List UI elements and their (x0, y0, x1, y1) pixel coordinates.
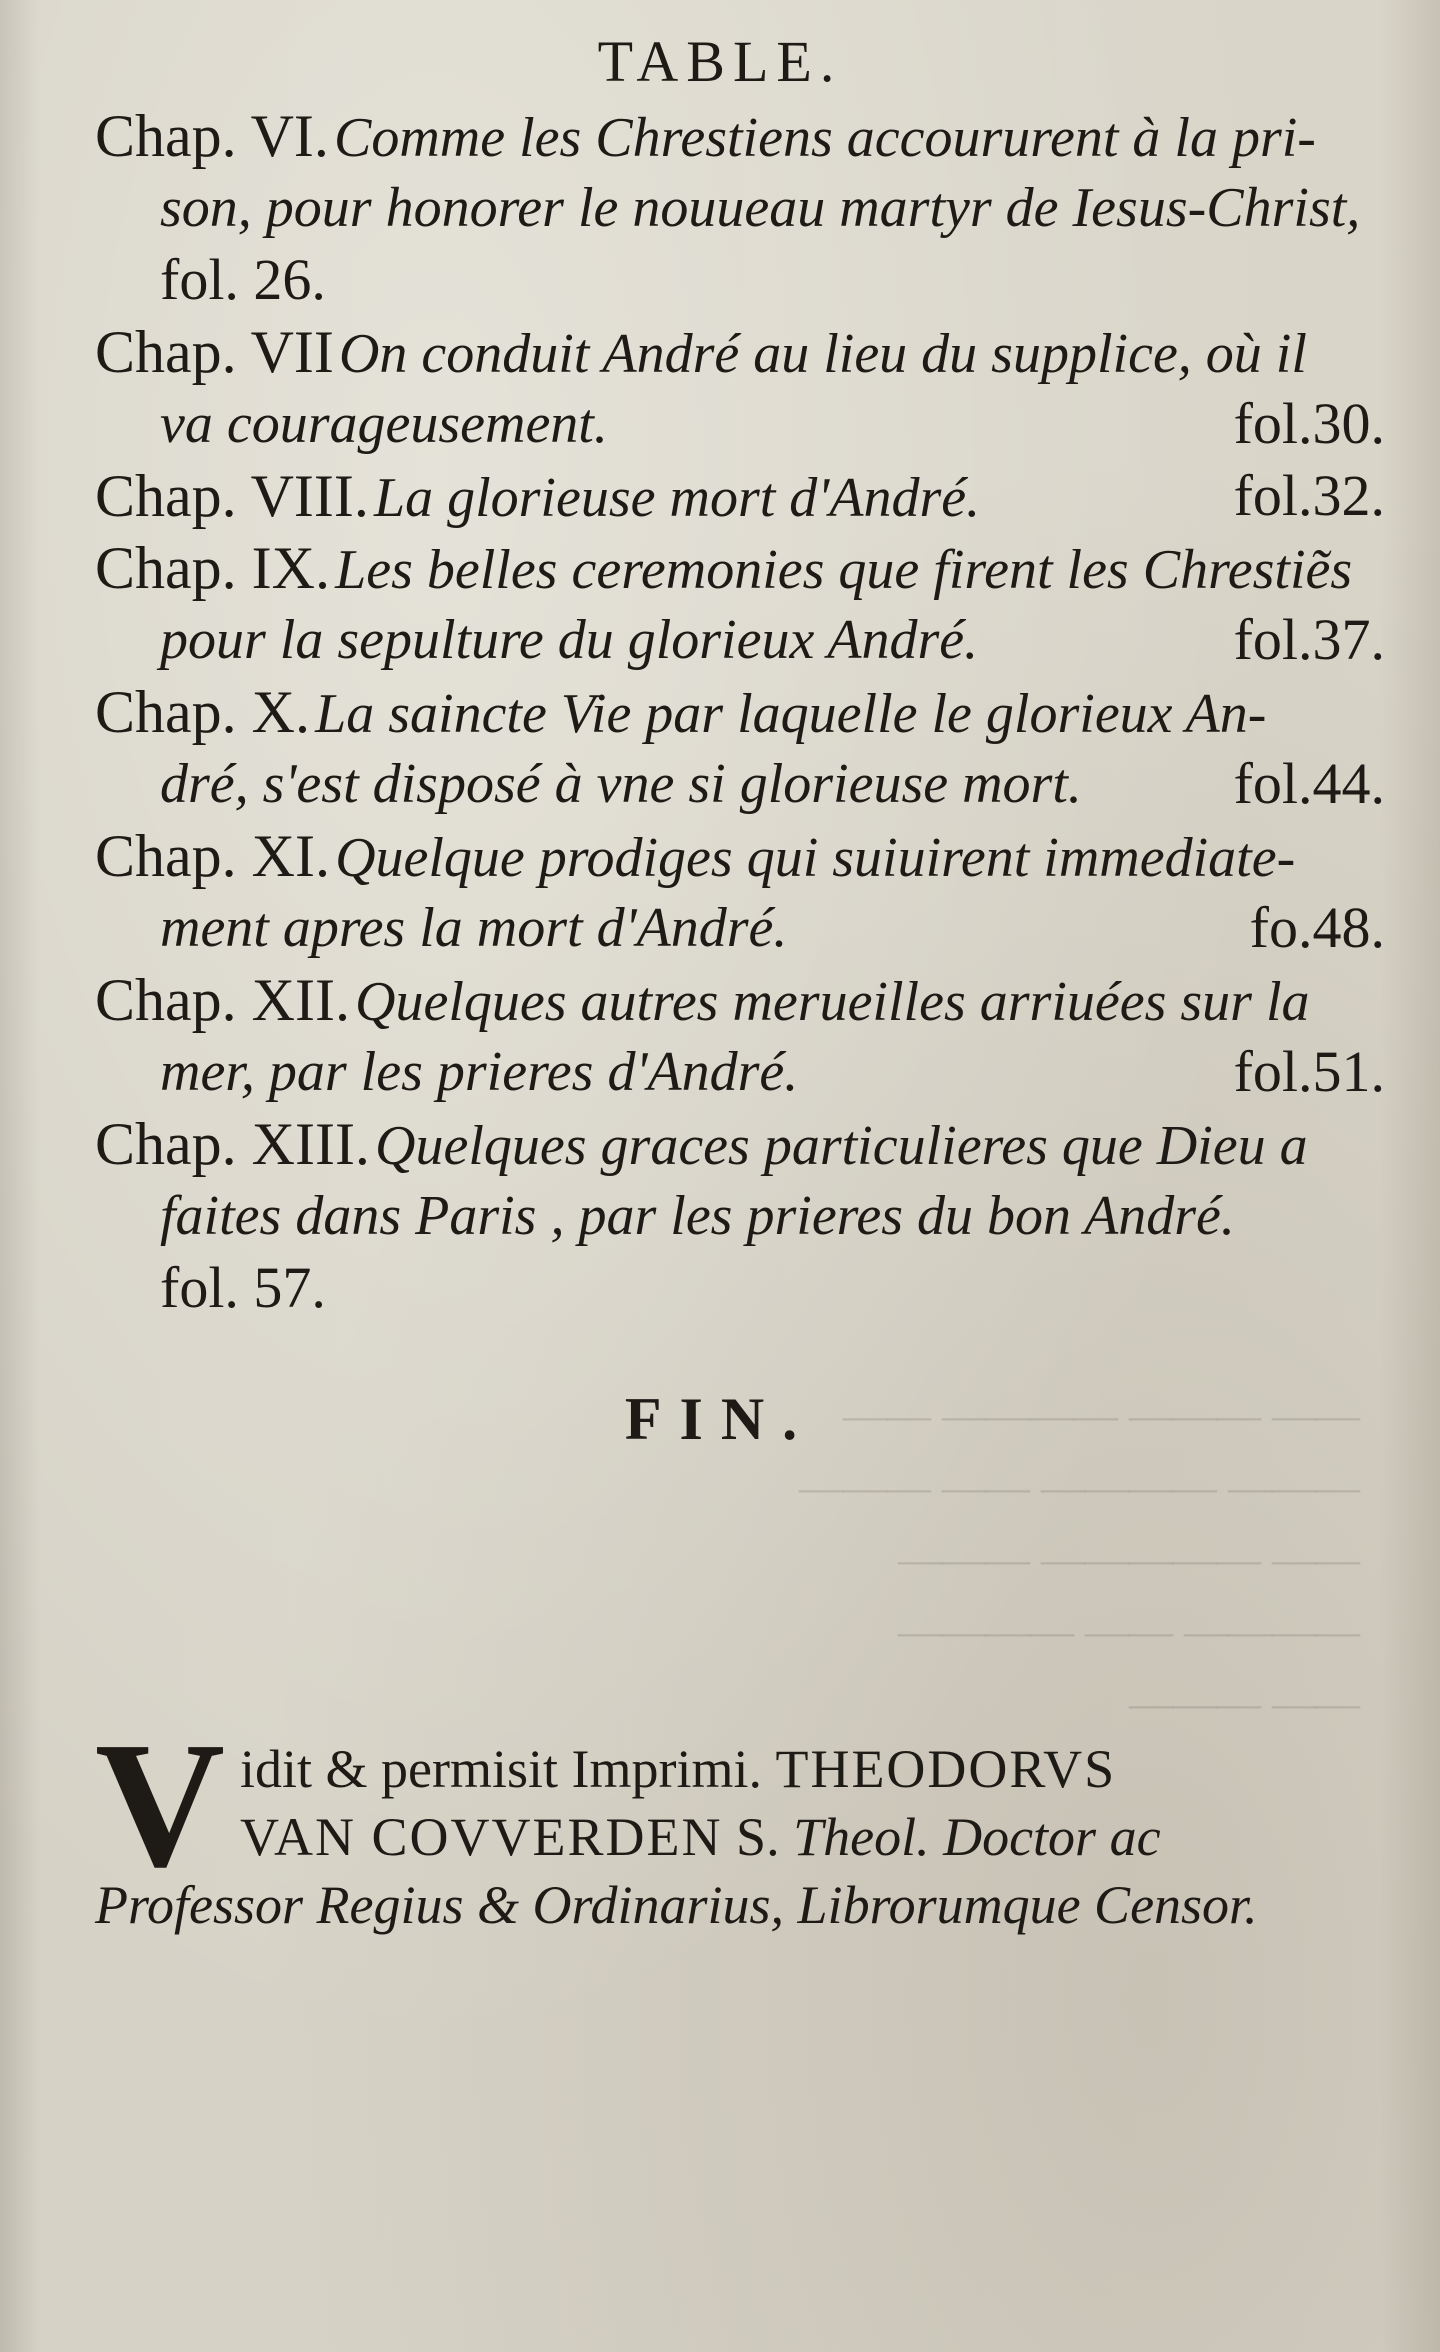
folio-number: fol.51. (1233, 1039, 1385, 1104)
folio-number: fol.37. (1233, 607, 1385, 672)
toc-entry-chap-xiii (95, 1108, 1385, 1324)
folio-number: fol. 26. (160, 247, 326, 312)
chapter-label: Chap. XIII. (95, 1111, 370, 1177)
chapter-title-line: Quelque prodiges qui suiuirent immediate- (335, 827, 1296, 889)
folio-number: fol.32. (1233, 463, 1385, 528)
chapter-title-line: va courageusement. (160, 393, 608, 455)
drop-cap: V (95, 1705, 225, 1904)
chapter-label: Chap. XI. (95, 823, 330, 889)
chapter-title-line: On conduit André au lieu du supplice, où il (338, 323, 1307, 385)
censor-surname: VAN COVVERDEN (240, 1807, 723, 1867)
folio-number: fo.48. (1249, 895, 1385, 960)
bleed-through-shadow: —— ——— ———— —— ——— ———— —— ——— —— ————— ——— ———— —— ———— —— ——— (799, 1391, 1360, 1728)
chapter-title-line: Quelques autres merueilles arriuées sur la (355, 971, 1310, 1033)
chapter-title-line: faites dans Paris , par les prieres du bon André. (160, 1185, 1235, 1247)
imprimatur-line-1 (95, 1735, 1385, 1803)
chapter-title-line: La saincte Vie par laquelle le glorieux An- (315, 683, 1267, 745)
censor-first-name: THEODORVS (775, 1739, 1117, 1799)
chapter-title-line: mer, par les prieres d'André. (160, 1041, 799, 1103)
toc-entry-chap-ix (95, 532, 1385, 676)
chapter-title-line: son, pour honorer le nouueau martyr de Iesus-Christ, (160, 177, 1361, 239)
toc-entry-chap-xi (95, 820, 1385, 964)
chapter-title-line: ment apres la mort d'André. (160, 897, 788, 959)
folio-number: fol.44. (1233, 751, 1385, 816)
toc-entry-chap-vii (95, 316, 1385, 460)
chapter-label: Chap. VII (95, 319, 334, 385)
chapter-label: Chap. VIII. (95, 463, 369, 529)
folio-number: fol. 57. (160, 1255, 326, 1320)
chapter-title-line: Quelques graces particulieres que Dieu a (375, 1115, 1308, 1177)
toc-entry-chap-viii (95, 460, 1385, 532)
chapter-title-line: Comme les Chrestiens accoururent à la pri- (333, 107, 1316, 169)
imprimatur-line-3: Professor Regius & Ordinarius, Librorumque Censor. (95, 1875, 1258, 1935)
table-of-contents (95, 100, 1385, 1324)
chapter-title-line: La glorieuse mort d'André. (373, 467, 981, 529)
toc-entry-chap-x (95, 676, 1385, 820)
toc-entry-chap-vi (95, 100, 1385, 316)
folio-number: fol.30. (1233, 391, 1385, 456)
chapter-title-line: Les belles ceremonies que firent les Chrestiẽs (335, 539, 1353, 601)
imprimatur-block (95, 1705, 1385, 1939)
chapter-label: Chap. X. (95, 679, 310, 745)
chapter-label: Chap. XII. (95, 967, 350, 1033)
chapter-title-line: dré, s'est disposé à vne si glorieuse mort. (160, 753, 1082, 815)
running-head: TABLE. (597, 29, 843, 94)
end-mark: FIN. (624, 1386, 816, 1452)
censor-s: S. (736, 1807, 780, 1867)
imprimatur-line-2 (95, 1803, 1385, 1871)
imprimatur-text: idit & permisit Imprimi. (240, 1739, 762, 1799)
chapter-title-line: pour la sepulture du glorieux André. (160, 609, 979, 671)
chapter-label: Chap. IX. (95, 535, 330, 601)
chapter-label: Chap. VI. (95, 103, 329, 169)
censor-title: Theol. Doctor ac (793, 1807, 1161, 1867)
toc-entry-chap-xii (95, 964, 1385, 1108)
